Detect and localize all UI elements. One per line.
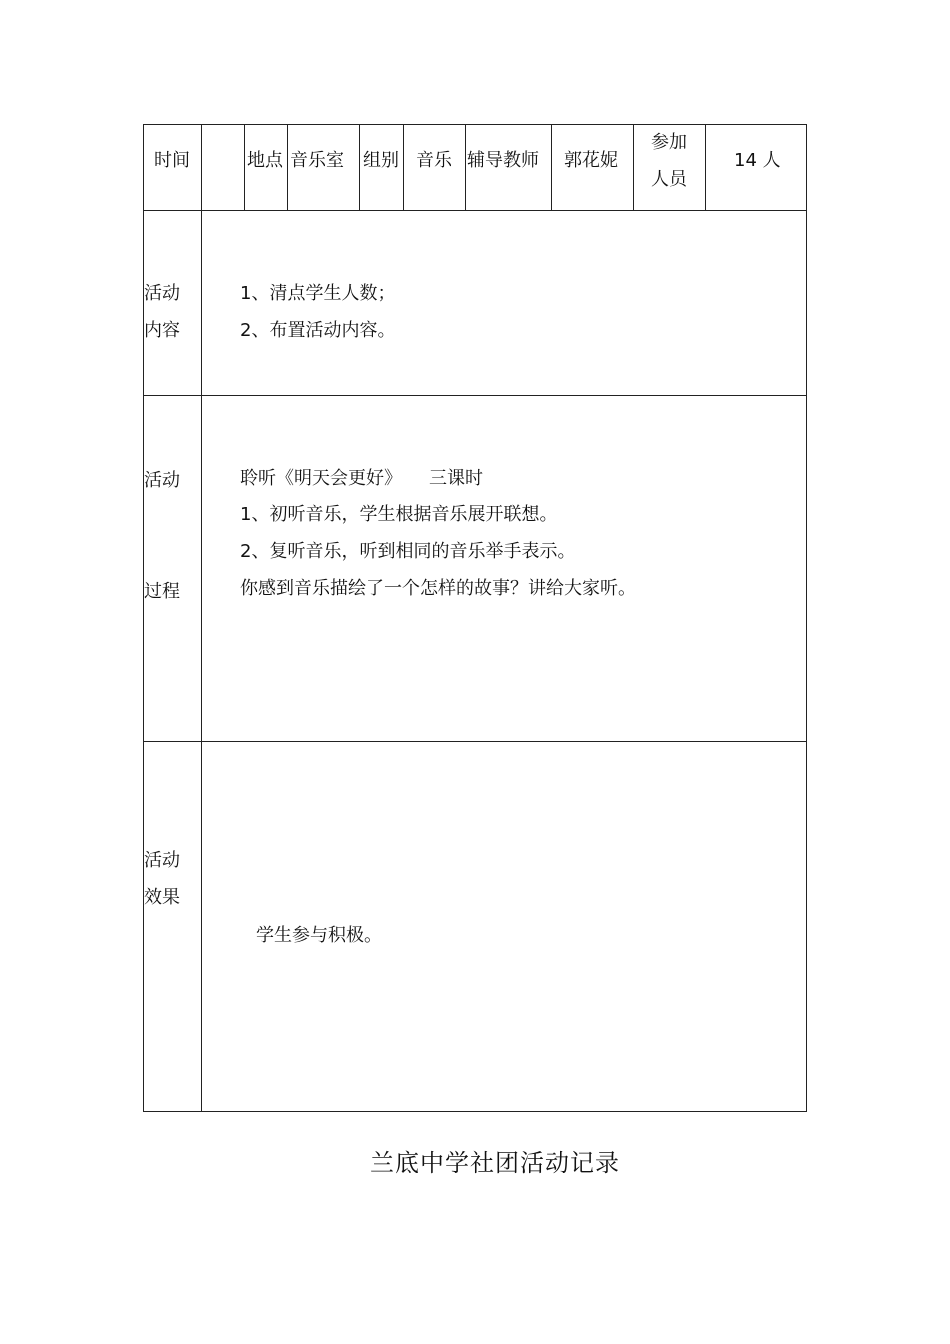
header-divider: [244, 124, 245, 210]
header-divider: [287, 124, 288, 210]
effect-label-line2: 效果: [144, 887, 180, 908]
header-divider: [551, 124, 552, 210]
group-label: 组别: [363, 150, 399, 171]
process-line: 1、初听音乐，学生根据音乐展开联想。: [240, 504, 558, 525]
participants-label-line2: 人员: [651, 169, 687, 190]
table-label-column-divider: [201, 124, 202, 1112]
header-divider: [633, 124, 634, 210]
time-label: 时间: [154, 150, 190, 171]
header-divider: [465, 124, 466, 210]
table-border-top: [143, 124, 807, 125]
process-label-line2: 过程: [144, 581, 180, 602]
participants-value: 14 人: [734, 150, 781, 171]
effect-text: 学生参与积极。: [256, 925, 382, 946]
table-divider-header: [143, 210, 807, 211]
table-border-right: [806, 124, 807, 1112]
process-label-line1: 活动: [144, 470, 180, 491]
header-divider: [359, 124, 360, 210]
table-border-bottom: [143, 1111, 807, 1112]
process-line: 你感到音乐描绘了一个怎样的故事？讲给大家听。: [240, 578, 636, 599]
content-label-line2: 内容: [144, 320, 180, 341]
process-line: 聆听《明天会更好》 三课时: [240, 468, 483, 489]
page-title: 兰底中学社团活动记录: [370, 1149, 620, 1177]
effect-label-line1: 活动: [144, 850, 180, 871]
process-line: 2、复听音乐，听到相同的音乐举手表示。: [240, 541, 576, 562]
teacher-value: 郭花妮: [564, 150, 618, 171]
participants-label-line1: 参加: [651, 132, 687, 153]
content-line: 2、布置活动内容。: [240, 320, 396, 341]
content-line: 1、清点学生人数；: [240, 283, 396, 304]
header-divider: [403, 124, 404, 210]
place-label: 地点: [247, 150, 283, 171]
table-divider-process: [143, 741, 807, 742]
teacher-label: 辅导教师: [467, 150, 539, 171]
group-value: 音乐: [416, 150, 452, 171]
header-divider: [705, 124, 706, 210]
table-border-left: [143, 124, 144, 1112]
place-value: 音乐室: [290, 150, 344, 171]
content-label-line1: 活动: [144, 283, 180, 304]
table-divider-content: [143, 395, 807, 396]
